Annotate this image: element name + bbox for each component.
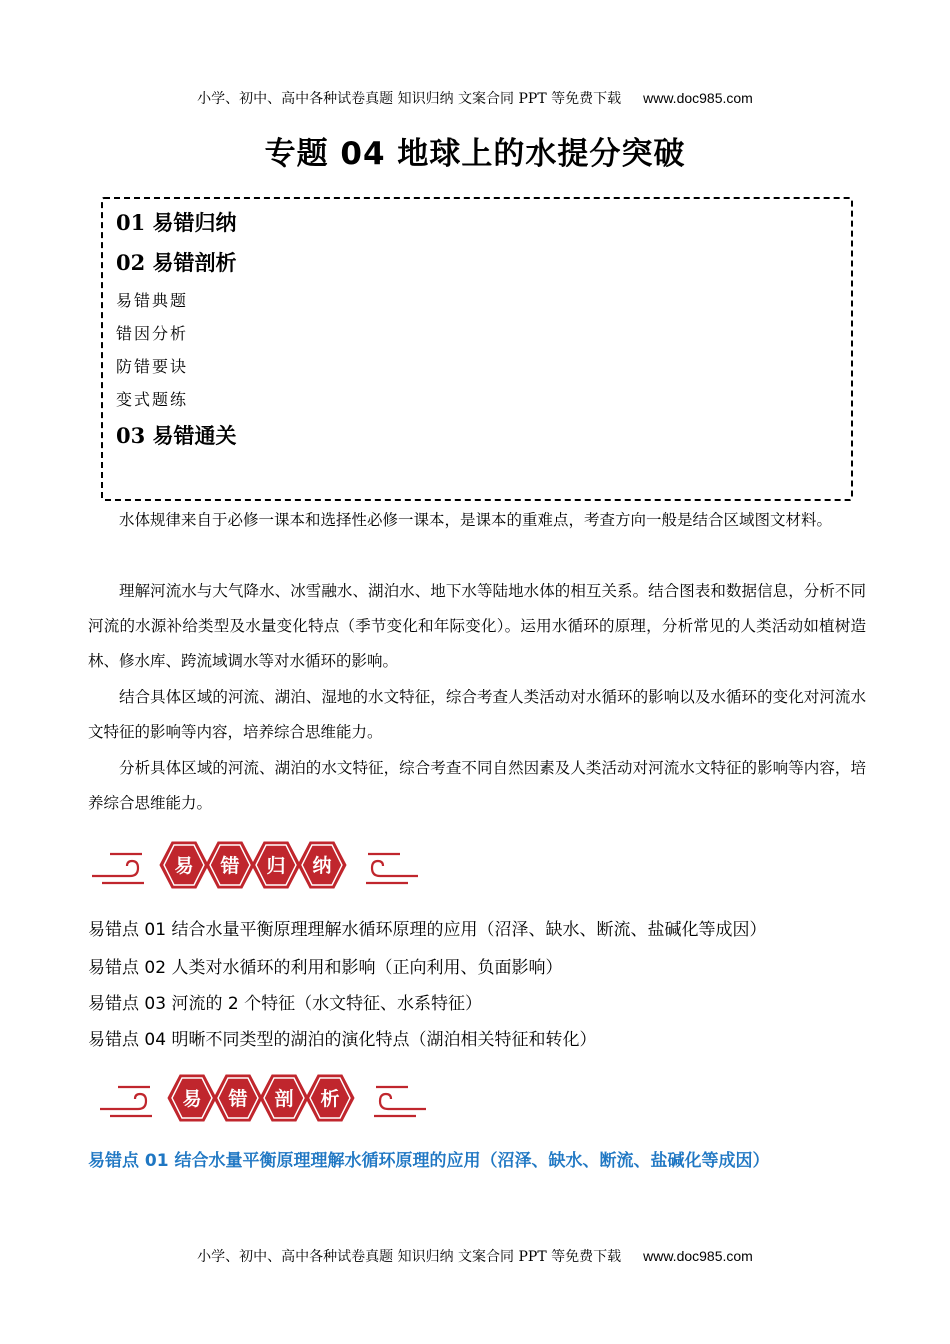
banner-char: 易 xyxy=(182,1088,202,1110)
toc-section-3[interactable]: 03 易错通关 xyxy=(116,423,237,448)
footer-text: 小学、初中、高中各种试卷真题 知识归纳 文案合同 PPT 等免费下载 xyxy=(197,1249,622,1265)
banner-char: 纳 xyxy=(312,855,332,877)
header-text: 小学、初中、高中各种试卷真题 知识归纳 文案合同 PPT 等免费下载 xyxy=(197,91,622,107)
wave-ornament-left-icon xyxy=(92,854,144,883)
banner-char: 错 xyxy=(220,855,240,877)
banner-char: 归 xyxy=(266,855,286,877)
error-point-item[interactable]: 易错点 03 河流的 2 个特征（水文特征、水系特征） xyxy=(88,994,483,1014)
banner-char: 析 xyxy=(320,1088,340,1110)
intro-paragraph: 理解河流水与大气降水、冰雪融水、湖泊水、地下水等陆地水体的相互关系。结合图表和数据信息，分析不同河流的水源补给类型及水量变化特点（季节变化和年际变化）。运用水循环的原理，分析常见的人类活动如植树造林、修水库、跨流域调水等对水循环的影响。 xyxy=(88,582,866,670)
banner-char: 剖 xyxy=(274,1088,294,1110)
page-header xyxy=(0,88,950,108)
error-point-item[interactable]: 易错点 02 人类对水循环的利用和影响（正向利用、负面影响） xyxy=(88,958,563,978)
intro-paragraph: 水体规律来自于必修一课本和选择性必修一课本，是课本的重难点，考查方向一般是结合区域图文材料。 xyxy=(119,511,833,529)
header-url[interactable]: www.doc985.com xyxy=(643,90,753,106)
wave-ornament-right-icon xyxy=(366,854,418,883)
intro-paragraph: 分析具体区域的河流、湖泊的水文特征，综合考查不同自然因素及人类活动对河流水文特征的影响等内容，培养综合思维能力。 xyxy=(88,759,866,812)
toc-sub-item[interactable]: 错因分析 xyxy=(116,324,189,343)
toc-sub-item[interactable]: 变式题练 xyxy=(116,390,189,409)
footer-url[interactable]: www.doc985.com xyxy=(643,1248,753,1264)
toc-sub-item[interactable]: 防错要诀 xyxy=(116,357,189,376)
wave-ornament-left-icon xyxy=(100,1087,152,1116)
banner-char: 错 xyxy=(228,1088,248,1110)
banner-yicuo-guina xyxy=(90,830,420,900)
intro-paragraph: 结合具体区域的河流、湖泊、湿地的水文特征，综合考查人类活动对水循环的影响以及水循环的变化对河流水文特征的影响等内容，培养综合思维能力。 xyxy=(88,688,866,741)
page-footer xyxy=(0,1246,950,1266)
table-of-contents xyxy=(101,197,853,501)
error-point-item[interactable]: 易错点 04 明晰不同类型的湖泊的演化特点（湖泊相关特征和转化） xyxy=(88,1030,597,1050)
wave-ornament-right-icon xyxy=(374,1087,426,1116)
banner-char: 易 xyxy=(174,855,194,877)
toc-section-1[interactable]: 01 易错归纳 xyxy=(116,210,237,235)
toc-sub-item[interactable]: 易错典题 xyxy=(116,291,189,310)
error-point-item[interactable]: 易错点 01 结合水量平衡原理理解水循环原理的应用（沼泽、缺水、断流、盐碱化等成因） xyxy=(88,920,767,940)
page-title: 专题 04 地球上的水提分突破 xyxy=(264,136,686,172)
toc-section-2[interactable]: 02 易错剖析 xyxy=(116,250,237,275)
banner-yicuo-pouxi xyxy=(98,1063,428,1133)
section-heading: 易错点 01 结合水量平衡原理理解水循环原理的应用（沼泽、缺水、断流、盐碱化等成因） xyxy=(88,1151,770,1171)
